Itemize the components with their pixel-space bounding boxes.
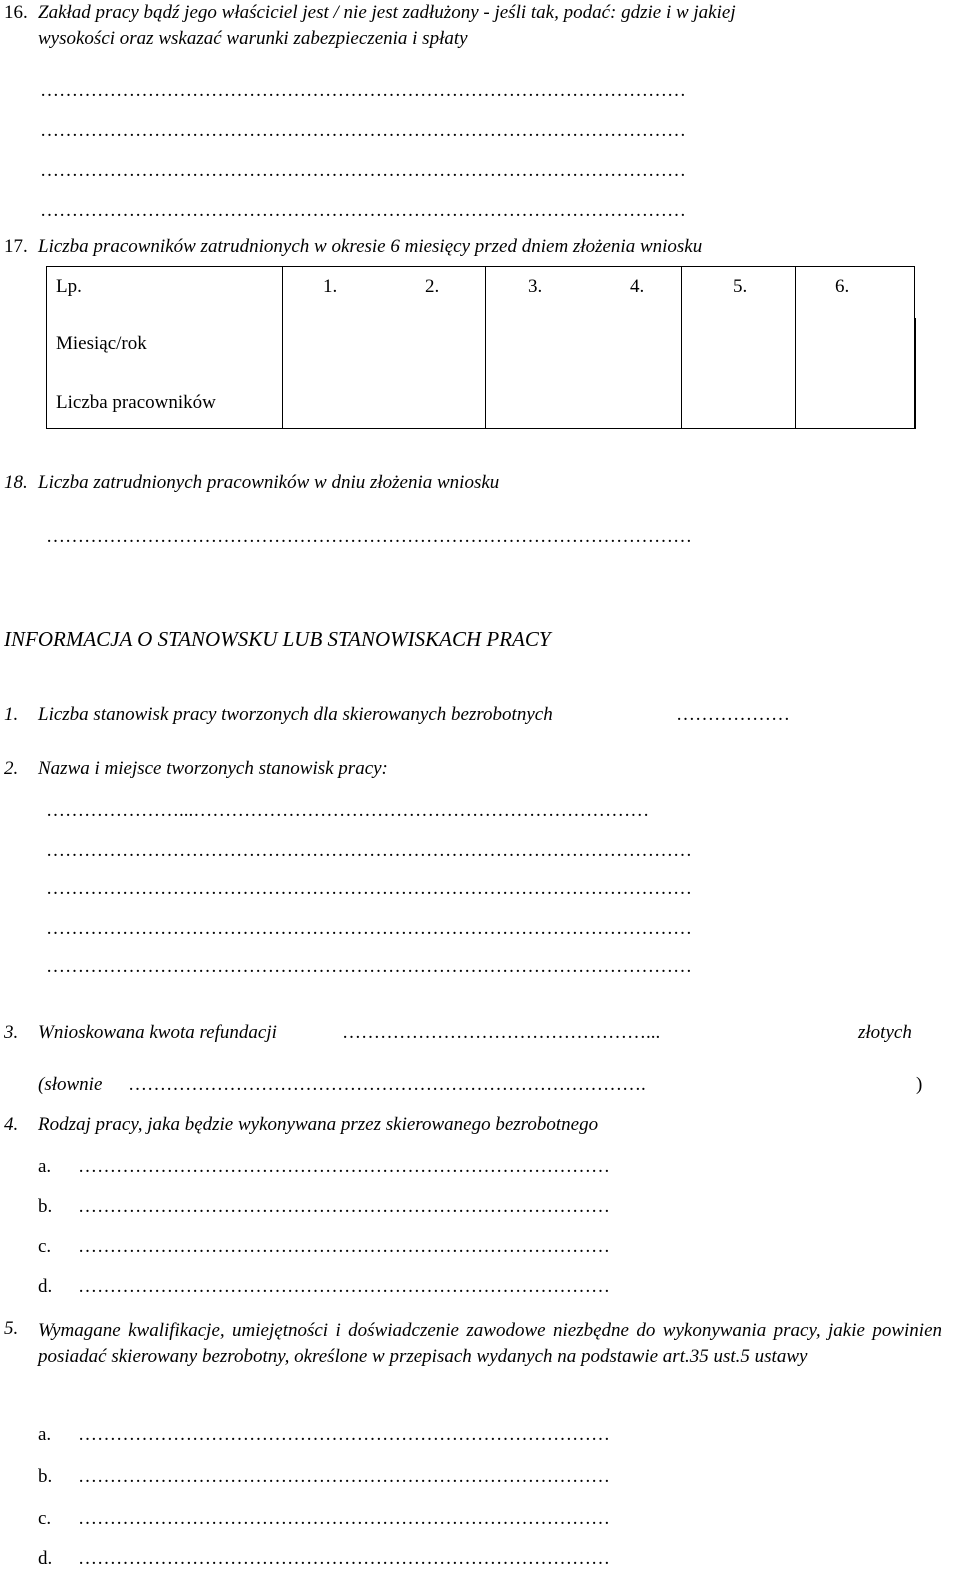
q16-answer-line-2[interactable]: ………………………………………………………………………………………… [40, 120, 686, 141]
s4-item-b-field[interactable]: ………………………………………………………………………… [78, 1196, 610, 1217]
s4-item-d-label: d. [38, 1276, 53, 1297]
table-col-divider-4 [795, 266, 796, 428]
q17-number: 17. [4, 236, 28, 257]
s2-number: 2. [4, 758, 19, 779]
s5-item-b-field[interactable]: ………………………………………………………………………… [78, 1466, 610, 1487]
s5-item-c-field[interactable]: ………………………………………………………………………… [78, 1508, 610, 1529]
table-col-divider-1 [282, 266, 283, 428]
s1-text: Liczba stanowisk pracy tworzonych dla skierowanych bezrobotnych [38, 704, 553, 725]
s4-item-d-field[interactable]: ………………………………………………………………………… [78, 1276, 610, 1297]
s5-item-a-field[interactable]: ………………………………………………………………………… [78, 1424, 610, 1445]
table-left-border [46, 266, 47, 428]
s2-answer-line-1[interactable]: …………………...……………………………………………………………… [46, 800, 650, 821]
table-col-2: 2. [425, 276, 440, 297]
s4-item-c-field[interactable]: ………………………………………………………………………… [78, 1236, 610, 1257]
table-col-3: 3. [528, 276, 543, 297]
s2-answer-line-5[interactable]: ………………………………………………………………………………………… [46, 956, 692, 977]
q16-answer-line-4[interactable]: ………………………………………………………………………………………… [40, 200, 686, 221]
s3-text: Wnioskowana kwota refundacji [38, 1022, 277, 1043]
s4-item-b-label: b. [38, 1196, 53, 1217]
s3-words-field[interactable]: ………………………………………………………………………. [128, 1074, 646, 1095]
table-col-6: 6. [835, 276, 850, 297]
s1-number: 1. [4, 704, 19, 725]
table-bottom-border [46, 428, 915, 429]
s4-item-c-label: c. [38, 1236, 52, 1257]
s5-text: Wymagane kwalifikacje, umiejętności i doświadczenie zawodowe niezbędne do wykonywania pracy, jakie powinien posiadać skierowany bezrobotny, określone w przepisach wydanych na podstawie art.35 ust.5 ustawy [38, 1320, 942, 1367]
q16-text-line2: wysokości oraz wskazać warunki zabezpieczenia i spłaty [38, 28, 468, 49]
q18-number: 18. [4, 472, 28, 493]
table-col-5: 5. [733, 276, 748, 297]
s2-answer-line-2[interactable]: ………………………………………………………………………………………… [46, 840, 692, 861]
s5-number: 5. [4, 1318, 19, 1339]
s3-words-suffix: ) [916, 1074, 923, 1095]
s5-item-c-label: c. [38, 1508, 52, 1529]
q16-answer-line-3[interactable]: ………………………………………………………………………………………… [40, 160, 686, 181]
q16-text-line1: Zakład pracy bądź jego właściciel jest / nie jest zadłużony - jeśli tak, podać: gdzie i w jakiej [38, 2, 736, 23]
table-col-divider-2 [485, 266, 486, 428]
s4-item-a-label: a. [38, 1156, 52, 1177]
table-row-count-label: Liczba pracowników [56, 392, 216, 413]
q17-text: Liczba pracowników zatrudnionych w okresie 6 miesięcy przed dniem złożenia wniosku [38, 236, 703, 257]
s4-item-a-field[interactable]: ………………………………………………………………………… [78, 1156, 610, 1177]
q18-answer-line[interactable]: ………………………………………………………………………………………… [46, 526, 692, 547]
s1-answer[interactable]: ……………… [676, 704, 790, 725]
s3-amount-field[interactable]: …………………………………………... [342, 1022, 661, 1043]
table-right-border [914, 266, 915, 428]
s2-answer-line-4[interactable]: ………………………………………………………………………………………… [46, 918, 692, 939]
table-col-4: 4. [630, 276, 645, 297]
q18-text: Liczba zatrudnionych pracowników w dniu złożenia wniosku [38, 472, 500, 493]
table-col-divider-3 [681, 266, 682, 428]
s4-number: 4. [4, 1114, 19, 1135]
s5-item-d-label: d. [38, 1548, 53, 1569]
s2-answer-line-3[interactable]: ………………………………………………………………………………………… [46, 878, 692, 899]
s2-text: Nazwa i miejsce tworzonych stanowisk pracy: [38, 758, 388, 779]
table-top-border [46, 266, 915, 267]
s3-suffix: złotych [858, 1022, 912, 1043]
q16-number: 16. [4, 2, 28, 23]
q16-answer-line-1[interactable]: ………………………………………………………………………………………… [40, 80, 686, 101]
s4-text: Rodzaj pracy, jaka będzie wykonywana przez skierowanego bezrobotnego [38, 1114, 599, 1135]
table-lp-label: Lp. [56, 276, 82, 297]
s5-item-d-field[interactable]: ………………………………………………………………………… [78, 1548, 610, 1569]
s3-number: 3. [4, 1022, 19, 1043]
s5-item-b-label: b. [38, 1466, 53, 1487]
s5-item-a-label: a. [38, 1424, 52, 1445]
section-title: INFORMACJA O STANOWSKU LUB STANOWISKACH PRACY [4, 627, 551, 651]
table-row-month-label: Miesiąc/rok [56, 333, 147, 354]
s3-words-prefix: (słownie [38, 1074, 103, 1095]
table-col-1: 1. [323, 276, 338, 297]
